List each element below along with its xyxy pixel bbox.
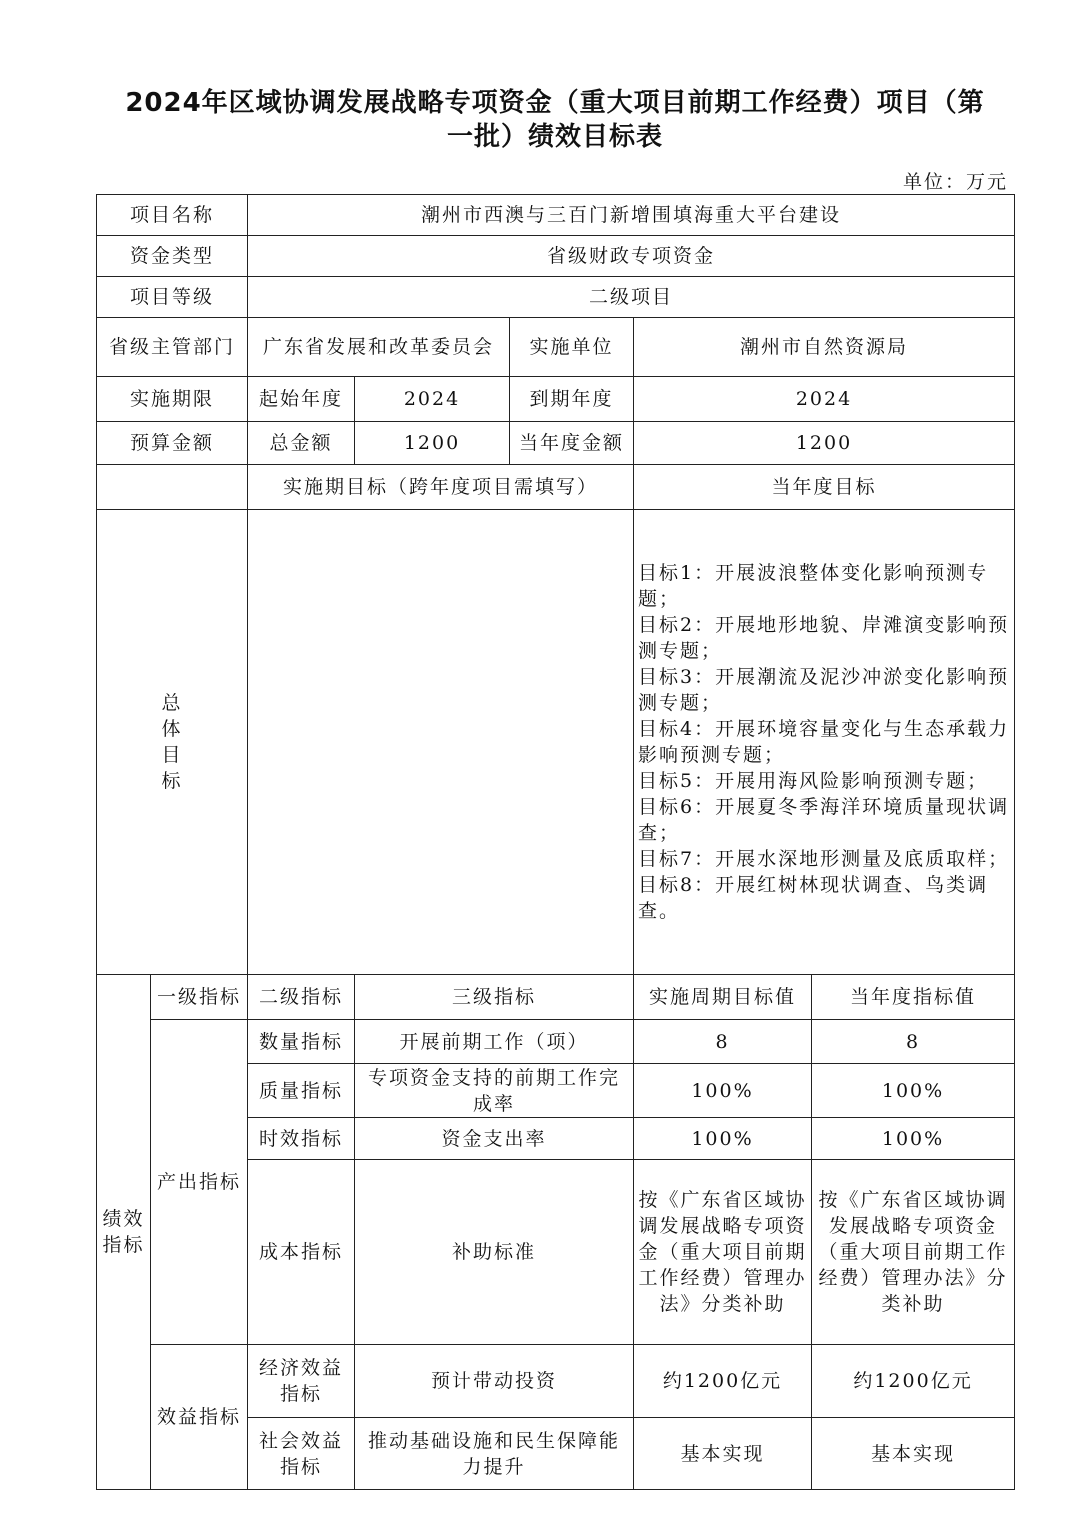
level2-cell: 数量指标 [248,1020,355,1064]
dept-label: 省级主管部门 [97,318,248,377]
level3-cell: 开展前期工作（项） [355,1020,634,1064]
perf-indicator-label: 绩效指标 [97,975,151,1490]
impl-goal-text [248,510,634,975]
year-value-cell: 100% [812,1064,1015,1118]
title-line-1: 2024年区域协调发展战略专项资金（重大项目前期工作经费）项目（第 [125,88,985,118]
dept-value: 广东省发展和改革委员会 [248,318,510,377]
fund-type-label: 资金类型 [97,236,248,277]
end-year-value: 2024 [634,377,1015,422]
level3-cell: 资金支出率 [355,1118,634,1160]
impl-value-cell: 100% [634,1064,812,1118]
row-project-name [97,195,1015,236]
table-row [97,1345,1015,1418]
row-period [97,377,1015,422]
year-goal-header: 当年度目标 [634,465,1015,510]
start-year-value: 2024 [355,377,510,422]
table-row [97,1020,1015,1064]
header-level1: 一级指标 [151,975,248,1020]
impl-goal-header: 实施期目标（跨年度项目需填写） [248,465,634,510]
impl-value-cell: 约1200亿元 [634,1345,812,1418]
goal-header-blank [97,465,248,510]
fund-type-value: 省级财政专项资金 [248,236,1015,277]
year-value-cell: 基本实现 [812,1418,1015,1490]
year-goal-1: 目标1：开展波浪整体变化影响预测专题； [638,562,989,610]
impl-unit-value: 潮州市自然资源局 [634,318,1015,377]
page-title [60,86,1050,154]
year-goal-2: 目标2：开展地形地貌、岸滩演变影响预测专题； [638,614,1010,662]
row-goal-headers [97,465,1015,510]
header-year-value: 当年度指标值 [812,975,1015,1020]
level2-cell: 时效指标 [248,1118,355,1160]
header-impl-value: 实施周期目标值 [634,975,812,1020]
year-value-cell: 8 [812,1020,1015,1064]
row-budget [97,422,1015,465]
header-level3: 三级指标 [355,975,634,1020]
year-goal-6: 目标6：开展夏冬季海洋环境质量现状调查； [638,796,1010,844]
output-indicator-label: 产出指标 [151,1020,248,1345]
row-project-level [97,277,1015,318]
row-indicator-headers [97,975,1015,1020]
year-value-cell: 按《广东省区域协调发展战略专项资金（重大项目前期工作经费）管理办法》分类补助 [812,1160,1015,1345]
year-goal-7: 目标7：开展水深地形测量及底质取样； [638,848,1010,870]
level2-cell: 成本指标 [248,1160,355,1345]
year-goal-3: 目标3：开展潮流及泥沙冲淤变化影响预测专题； [638,666,1010,714]
level2-cell: 社会效益指标 [248,1418,355,1490]
level3-cell: 专项资金支持的前期工作完成率 [355,1064,634,1118]
period-label: 实施期限 [97,377,248,422]
year-value-cell: 约1200亿元 [812,1345,1015,1418]
project-name-value: 潮州市西澳与三百门新增围填海重大平台建设 [248,195,1015,236]
unit-label: 单位：万元 [902,171,1008,193]
level3-cell: 预计带动投资 [355,1345,634,1418]
overall-goal-char-4: 标 [161,770,183,792]
overall-goal-char-1: 总 [161,692,183,714]
impl-unit-label: 实施单位 [510,318,634,377]
budget-label: 预算金额 [97,422,248,465]
row-fund-type [97,236,1015,277]
year-goal-8: 目标8：开展红树林现状调查、鸟类调查。 [638,874,989,922]
impl-value-cell: 基本实现 [634,1418,812,1490]
overall-goal-char-3: 目 [161,744,183,766]
overall-goal-char-2: 体 [161,718,183,740]
year-goals-list [634,510,1015,975]
year-amount-label: 当年度金额 [510,422,634,465]
overall-goal-label [97,510,248,975]
row-department [97,318,1015,377]
total-amount-label: 总金额 [248,422,355,465]
year-amount-value: 1200 [634,422,1015,465]
start-year-label: 起始年度 [248,377,355,422]
level3-cell: 推动基础设施和民生保障能力提升 [355,1418,634,1490]
year-goal-4: 目标4：开展环境容量变化与生态承载力影响预测专题； [638,718,1010,766]
header-level2: 二级指标 [248,975,355,1020]
level3-cell: 补助标准 [355,1160,634,1345]
year-value-cell: 100% [812,1118,1015,1160]
impl-value-cell: 8 [634,1020,812,1064]
benefit-indicator-label: 效益指标 [151,1345,248,1490]
level2-cell: 经济效益指标 [248,1345,355,1418]
project-name-label: 项目名称 [97,195,248,236]
level2-cell: 质量指标 [248,1064,355,1118]
end-year-label: 到期年度 [510,377,634,422]
total-amount-value: 1200 [355,422,510,465]
impl-value-cell: 100% [634,1118,812,1160]
year-goal-5: 目标5：开展用海风险影响预测专题； [638,770,989,792]
project-level-value: 二级项目 [248,277,1015,318]
row-overall-goals [97,510,1015,975]
performance-table [96,194,1015,1490]
project-level-label: 项目等级 [97,277,248,318]
title-line-2: 一批）绩效目标表 [446,122,663,152]
impl-value-cell: 按《广东省区域协调发展战略专项资金（重大项目前期工作经费）管理办法》分类补助 [634,1160,812,1345]
